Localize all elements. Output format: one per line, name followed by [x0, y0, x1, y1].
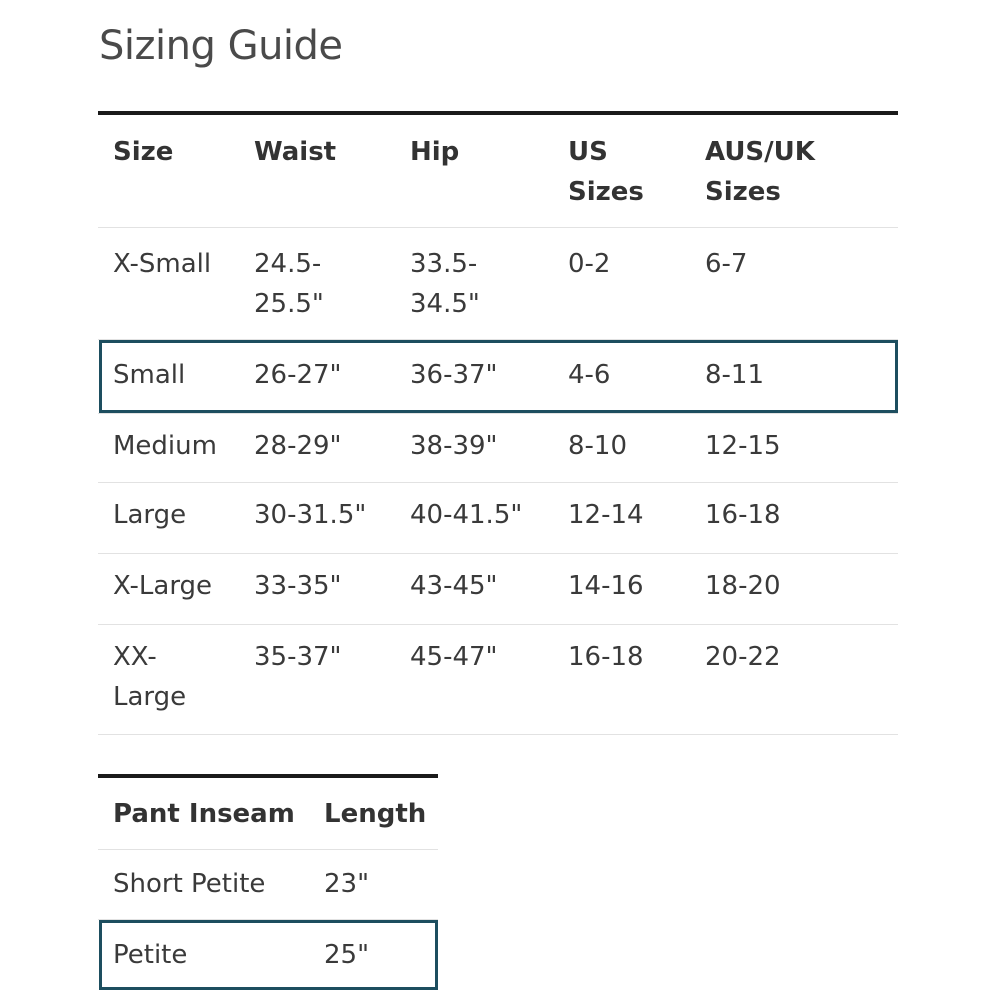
us-size-cell: 0-2	[568, 249, 611, 279]
size-cell: Large	[113, 500, 187, 530]
size-row-xx-large[interactable]	[98, 625, 898, 735]
sizing-table	[98, 111, 898, 735]
size-row-medium[interactable]	[98, 414, 898, 483]
size-row-x-small[interactable]	[98, 228, 898, 340]
size-cell: Medium	[113, 431, 217, 461]
aus-uk-size-cell: 16-18	[705, 500, 781, 530]
inseam-table-header	[98, 778, 438, 850]
waist-cell: 30-31.5"	[254, 500, 367, 530]
hip-cell: 36-37"	[410, 360, 498, 390]
header-waist: Waist	[254, 137, 337, 167]
sizing-table-header	[98, 115, 898, 228]
aus-uk-size-cell: 18-20	[705, 571, 781, 601]
inseam-row-short-petite[interactable]	[98, 850, 438, 920]
page-title: Sizing Guide	[99, 23, 343, 69]
aus-uk-size-cell: 20-22	[705, 642, 781, 672]
header-us-sizes: US Sizes	[568, 137, 644, 207]
hip-cell: 40-41.5"	[410, 500, 523, 530]
us-size-cell: 16-18	[568, 642, 644, 672]
size-cell: X-Small	[113, 249, 212, 279]
size-cell: Small	[113, 360, 186, 390]
inseam-row-petite[interactable]	[98, 920, 438, 990]
size-cell: XX- Large	[113, 642, 187, 712]
aus-uk-size-cell: 6-7	[705, 249, 748, 279]
aus-uk-size-cell: 8-11	[705, 360, 765, 390]
inseam-table	[98, 774, 438, 990]
waist-cell: 24.5- 25.5"	[254, 249, 324, 319]
size-row-x-large[interactable]	[98, 554, 898, 625]
inseam-length-cell: 23"	[324, 869, 370, 899]
hip-cell: 45-47"	[410, 642, 498, 672]
us-size-cell: 12-14	[568, 500, 644, 530]
header-aus-uk-sizes: AUS/UK Sizes	[705, 137, 815, 207]
waist-cell: 35-37"	[254, 642, 342, 672]
header-length: Length	[324, 799, 427, 829]
inseam-length-cell: 25"	[324, 940, 370, 970]
hip-cell: 43-45"	[410, 571, 498, 601]
hip-cell: 38-39"	[410, 431, 498, 461]
header-size: Size	[113, 137, 174, 167]
waist-cell: 28-29"	[254, 431, 342, 461]
size-cell: X-Large	[113, 571, 213, 601]
size-row-large[interactable]	[98, 483, 898, 554]
aus-uk-size-cell: 12-15	[705, 431, 781, 461]
waist-cell: 33-35"	[254, 571, 342, 601]
us-size-cell: 14-16	[568, 571, 644, 601]
inseam-name-cell: Petite	[113, 940, 188, 970]
us-size-cell: 4-6	[568, 360, 611, 390]
waist-cell: 26-27"	[254, 360, 342, 390]
us-size-cell: 8-10	[568, 431, 628, 461]
hip-cell: 33.5- 34.5"	[410, 249, 480, 319]
inseam-name-cell: Short Petite	[113, 869, 266, 899]
header-hip: Hip	[410, 137, 460, 167]
header-pant-inseam: Pant Inseam	[113, 799, 295, 829]
size-row-small[interactable]	[98, 340, 898, 414]
